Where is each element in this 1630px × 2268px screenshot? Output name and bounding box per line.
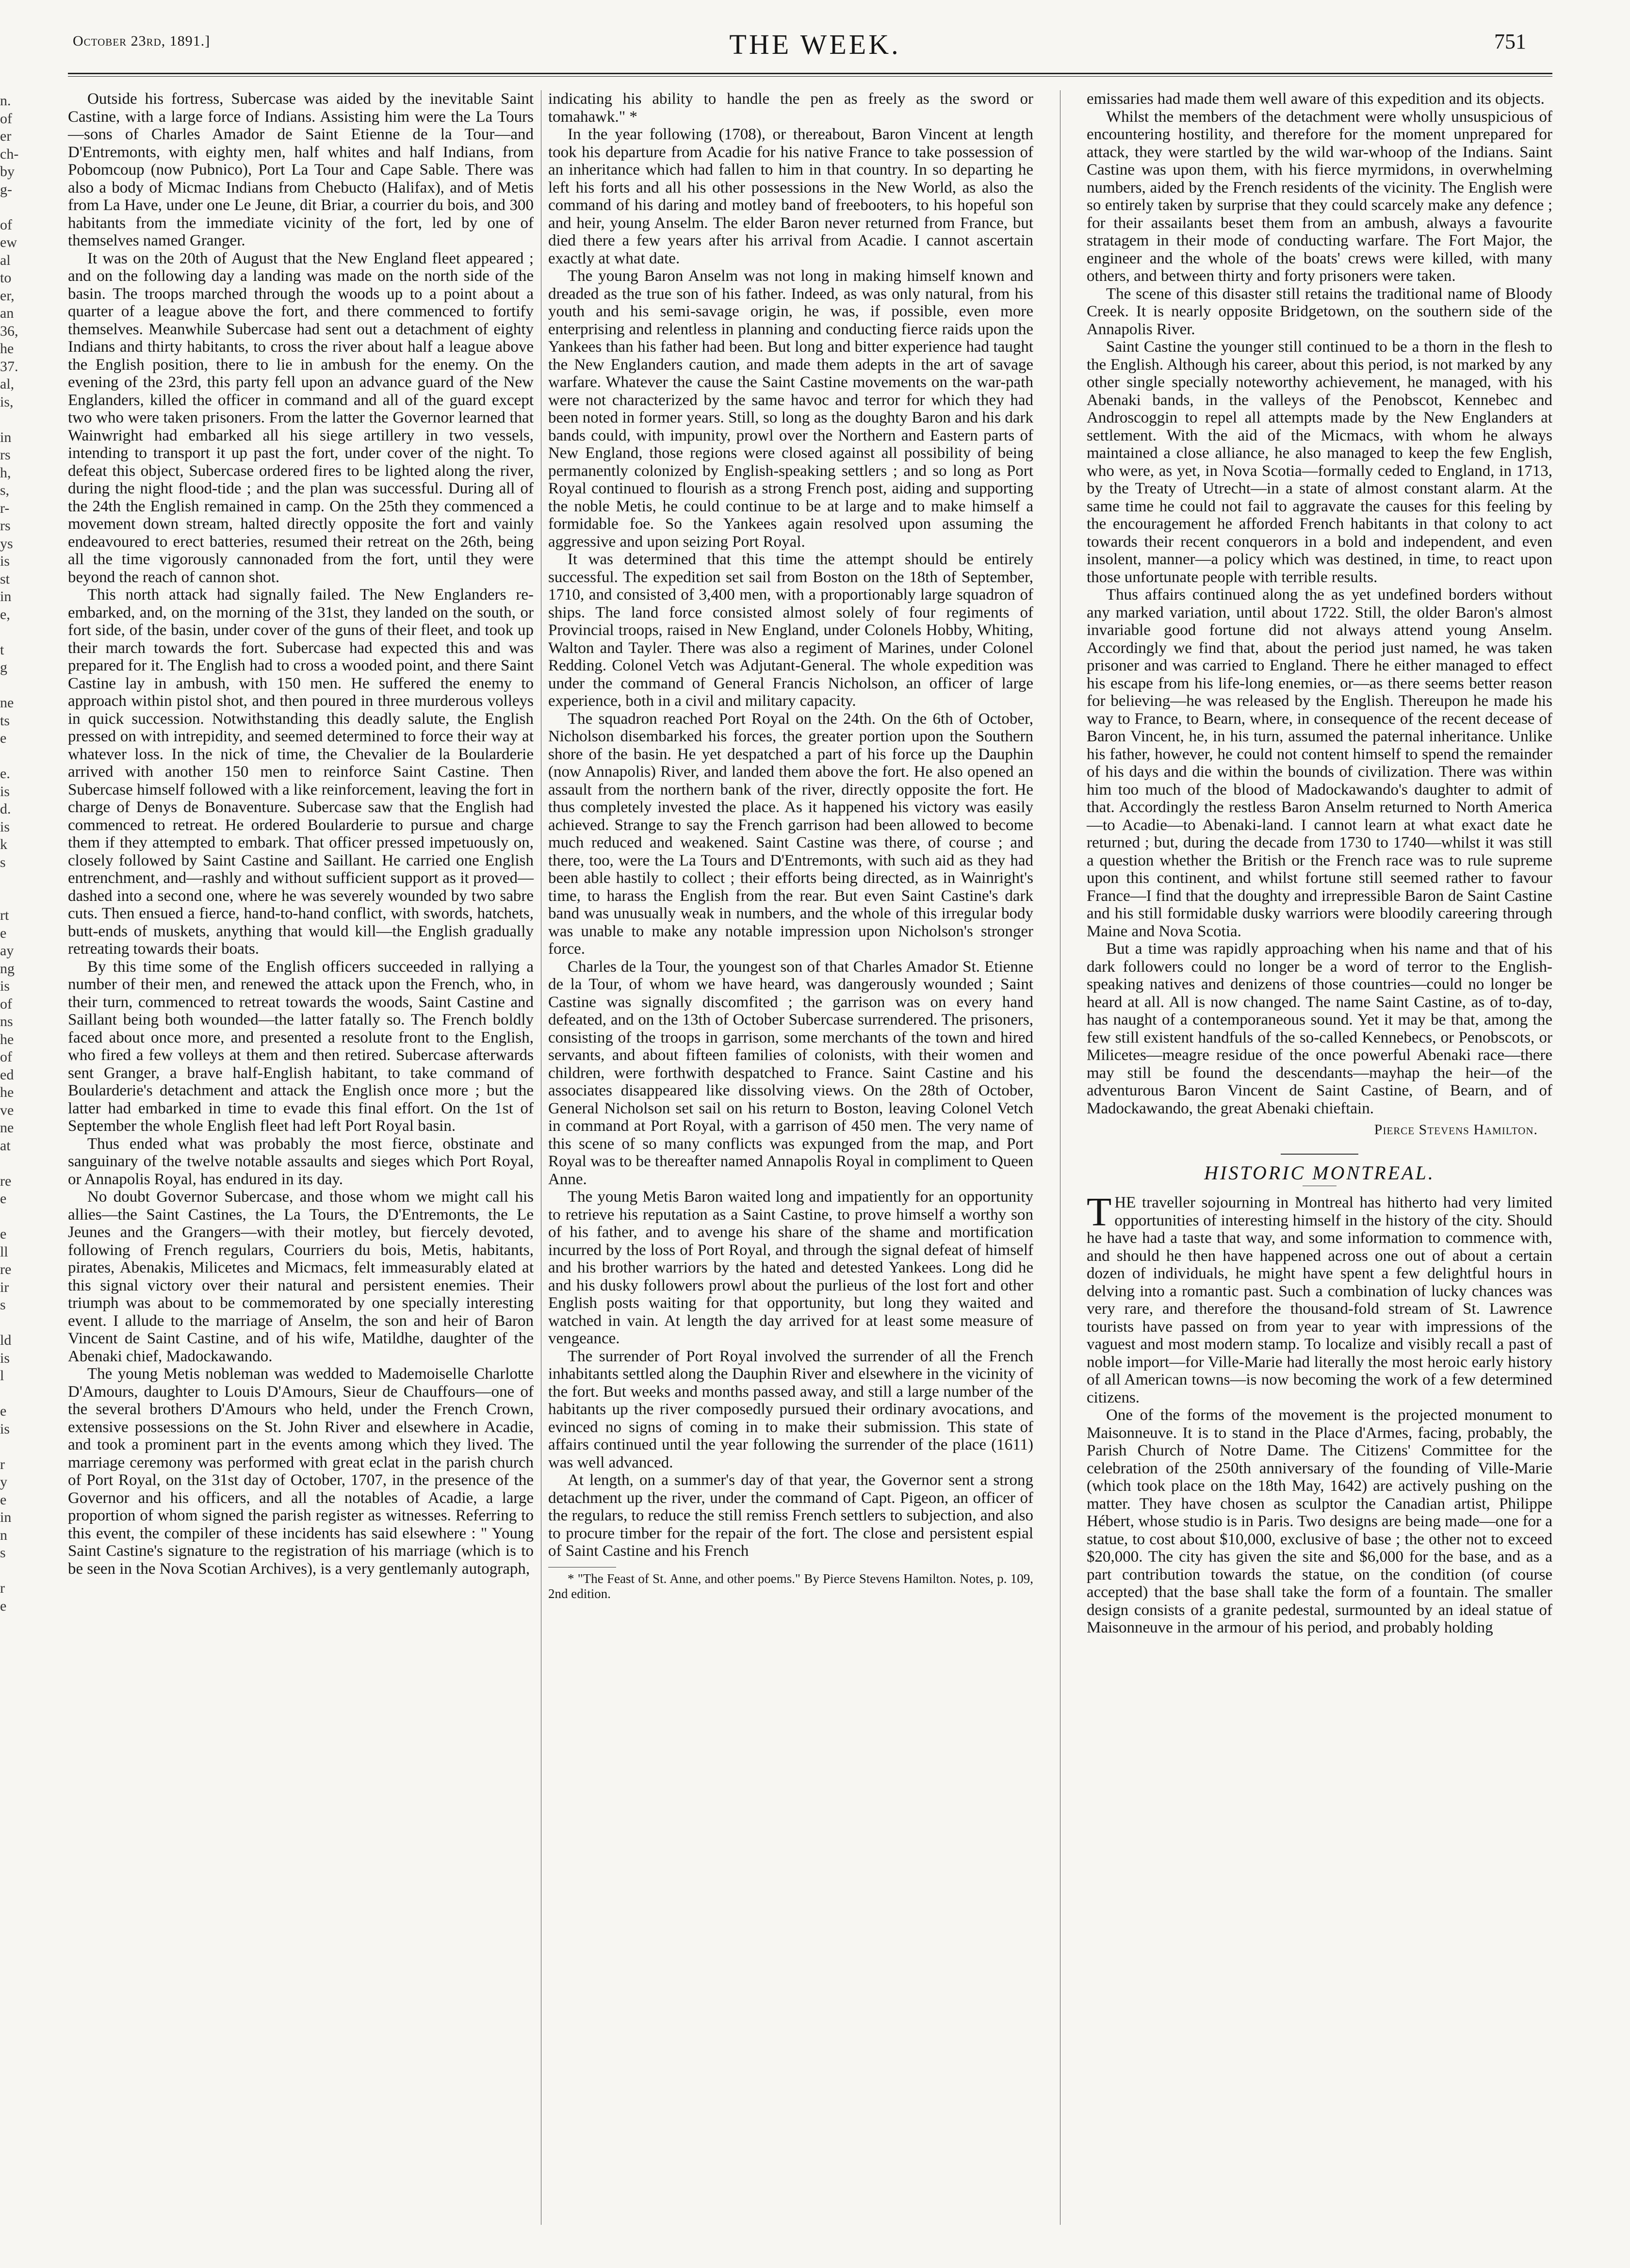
edge-fragment: r- <box>0 500 10 516</box>
paragraph: The squadron reached Port Royal on the 24th. On the 6th of October, Nicholson disembarked his forces, the greater portion upon the Southern shore of the basin. He yet despatched a part of his force up the Dauphin (now Annapolis) River, and landed them above the fort. He also opened an assault from the northern bank of the river, directly opposite the fort. He thus completely invested the place. As it happened his victory was easily achieved. Strange to say the French garrison had been allowed to become much reduced and weakened. Saint Castine was there, of course ; and there, too, were the La Tours and D'Entremonts, with such aid as they had been able hastily to collect ; their efforts being directed, as in Wainright's time, to harass the English from the rear. But even Saint Castine's dark band was unusually weak in numbers, and the whole of this irregular body was unable to make any notable impression upon Nicholson's stronger force. <box>548 710 1033 958</box>
paragraph: It was on the 20th of August that the New England fleet appeared ; and on the following day a landing was made on the north side of the basin. The troops marched through the woods up to a point about a quarter of a league above the fort, and there commenced to fortify themselves. Meanwhile Subercase had sent out a detachment of eighty Indians and thirty habitants, to cross the river about half a league above the English position, there to lie in ambush for the enemy. On the evening of the 23rd, this party fell upon an advance guard of the New Englanders, killed the officer in command and all of the guard except two who were taken prisoners. From the latter the Governor learned that Wainwright had embarked all his siege artillery in two vessels, intending to transport it up past the fort, under cover of the night. To defeat this object, Subercase ordered fires to be lighted along the river, during the night flood-tide ; and the plan was successful. During all of the 24th the English remained in camp. On the 25th they commenced a movement down stream, halted directly opposite the fort and vainly endeavoured to erect batteries, resumed their retreat on the 26th, being all the time vigorously cannonaded from the fort, until they were beyond the reach of cannon shot. <box>68 249 534 586</box>
edge-fragment: ch- <box>0 146 19 162</box>
edge-fragment: in <box>0 588 12 604</box>
edge-fragment: he <box>0 1031 14 1047</box>
edge-fragment: re <box>0 1173 12 1189</box>
edge-fragment: ns <box>0 1013 13 1029</box>
edge-fragment: of <box>0 1049 12 1065</box>
edge-fragment <box>0 1562 15 1580</box>
edge-fragment: d. <box>0 801 11 817</box>
edge-fragment: s <box>0 854 6 870</box>
edge-fragment: is, <box>0 393 14 410</box>
edge-fragment: ld <box>0 1332 12 1348</box>
edge-fragment <box>0 748 15 766</box>
edge-fragment: e. <box>0 766 10 782</box>
edge-fragment: ts <box>0 712 10 729</box>
historic-montreal-article <box>1087 1190 1552 1637</box>
edge-fragment: of <box>0 216 12 233</box>
edge-fragment: ys <box>0 535 13 552</box>
column-right <box>1087 90 1552 1637</box>
edge-fragment: in <box>0 1509 12 1525</box>
column-left <box>68 90 534 1578</box>
edge-fragment: rs <box>0 518 11 534</box>
edge-fragment: r <box>0 1580 5 1596</box>
column-middle <box>548 90 1033 1601</box>
edge-fragment: s, <box>0 482 10 498</box>
paragraph: The surrender of Port Royal involved the surrender of all the French inhabitants settled along the Dauphin River and elsewhere in the vicinity of the fort. But weeks and months passed away, and still a large number of the habitants up the river composedly pursued their ordinary avocations, and evinced no signs of coming in to make their submission. This state of affairs continued until the year following the surrender of the place (1611) was well advanced. <box>548 1347 1033 1471</box>
edge-fragment: of <box>0 110 12 127</box>
edge-fragment: n. <box>0 93 11 109</box>
edge-fragment: is <box>0 978 10 994</box>
paragraph: emissaries had made them well aware of this expedition and its objects. <box>1087 90 1545 108</box>
edge-fragment: k <box>0 836 7 852</box>
edge-fragment: e <box>0 1598 7 1614</box>
column-middle-body <box>548 90 1033 1560</box>
edge-fragment: rt <box>0 907 9 923</box>
edge-fragment: is <box>0 1350 10 1366</box>
paragraph: In the year following (1708), or thereabout, Baron Vincent at length took his departure from Acadie for his native France to take possession of an inheritance which had fallen to him in that country. In so departing he left his forts and all his other possessions in the New World, as also the command of his daring and motley band of freebooters, to his hopeful son and heir, young Anselm. The elder Baron never returned from France, but died there a few years after his arrival from Acadie. I cannot ascertain exactly at what date. <box>548 126 1033 267</box>
edge-fragment: ne <box>0 1120 14 1136</box>
edge-fragment: is <box>0 818 10 835</box>
edge-fragment: e <box>0 1403 7 1419</box>
edge-fragment: er, <box>0 287 15 304</box>
paragraph: It was determined that this time the attempt should be entirely successful. The expedition set sail from Boston on the 18th of September, 1710, and consisted of 3,400 men, with a proportionably large squadron of ships. The land force consisted almost solely of four regiments of Provincial troops, raised in New England, under Colonels Hobby, Whiting, Walton and Tayler. There was also a regiment of Marines, under Colonel Redding. Colonel Vetch was Adjutant-General. The whole expedition was under the command of General Francis Nicholson, an officer of large experience, both in a civil and military capacity. <box>548 551 1033 710</box>
edge-fragment: at <box>0 1137 11 1154</box>
header-rule-thin <box>68 76 1552 77</box>
section-title: HISTORIC MONTREAL. <box>1204 1161 1435 1184</box>
edge-fragment: by <box>0 163 15 179</box>
edge-fragment: ed <box>0 1066 14 1083</box>
paragraph: Thus ended what was probably the most fierce, obstinate and sanguinary of the twelve notable assaults and sieges which Port Royal, or Annapolis Royal, has endured in its day. <box>68 1135 534 1188</box>
edge-fragment <box>0 1314 15 1332</box>
edge-fragment: s <box>0 1545 6 1561</box>
paragraph: By this time some of the English officers succeeded in rallying a number of their men, and renewed the attack upon the French, who, in their turn, commenced to retreat towards the woods, Saint Castine and Saillant being both wounded—the latter fatally so. The French boldly faced about once more, and presented a resolute front to the English, who fired a few volleys at them and then retired. Subercase afterwards sent Granger, a brave half-English habitant, to take command of Boularderie's detachment and attack the English once more ; but the latter had embarked in time to evade this final effort. On the 1st of September the whole English fleet had left Port Royal basin. <box>68 958 534 1135</box>
edge-fragment: al <box>0 252 11 268</box>
edge-fragment: to <box>0 270 12 286</box>
edge-fragment: g <box>0 659 7 675</box>
column-right-body <box>1087 90 1552 1117</box>
edge-fragment: ng <box>0 960 15 977</box>
masthead-title: THE WEEK. <box>729 29 901 60</box>
edge-fragment: e <box>0 1491 7 1508</box>
previous-page-edge <box>0 92 19 1615</box>
edge-fragment <box>0 198 15 216</box>
edge-fragment: of <box>0 995 12 1012</box>
edge-fragment: 37. <box>0 358 18 375</box>
edge-fragment: ew <box>0 234 17 250</box>
edge-fragment <box>0 1438 15 1456</box>
edge-fragment: ne <box>0 695 14 711</box>
edge-fragment: re <box>0 1261 12 1277</box>
paragraph: Saint Castine the younger still continued to be a thorn in the flesh to the English. Although his career, about this period, is not marked by any other single specially noteworthy achievement, he managed, with his Abenaki bands, in the valleys of the Penobscot, Kennebec and Androscoggin to repel all attempts made by the New Englanders at settlement. With the aid of the Micmacs, with whom he always maintained a close alliance, he also managed to keep the few English, who were, as yet, in Nova Scotia—formally ceded to England, in 1713, by the Treaty of Utrecht—in a state of almost constant alarm. At the same time he could not fail to aggravate the causes for this feeling by the encouragement he afforded French habitants in that colony to act towards their recent conquerors in a bold and independent, and even insolent, manner—a policy which was destined, in time, to react upon those unfortunate people with terrible results. <box>1087 338 1552 586</box>
edge-fragment: s <box>0 1297 6 1313</box>
edge-fragment: al, <box>0 376 15 392</box>
edge-fragment: ve <box>0 1102 14 1118</box>
paragraph: The young Metis nobleman was wedded to Mademoiselle Charlotte D'Amours, daughter to Louis D'Amours, Sieur de Chauffours—one of the several brothers D'Amours who held, under the French Crown, extensive possessions on the St. John River and elsewhere in Acadie, and took a prominent part in the events among which they lived. The marriage ceremony was performed with great eclat in the parish church of Port Royal, on the 31st day of October, 1707, in the presence of the Governor and his officers, and all the notables of Acadie, a large proportion of whom signed the parish register as witnesses. Referring to this event, the compiler of these incidents has said elsewhere : " Young Saint Castine's signature to the registration of his marriage (which is to be seen in the Nova Scotian Archives), is a very gentlemanly autograph, <box>68 1365 534 1578</box>
edge-fragment: h, <box>0 464 11 481</box>
edge-fragment: e <box>0 730 7 746</box>
edge-fragment: 36, <box>0 323 18 339</box>
edge-fragment: e <box>0 925 7 941</box>
edge-fragment <box>0 1208 15 1226</box>
paragraph: This north attack had signally failed. The New Englanders re-embarked, and, on the morning of the 31st, they landed on the south, or fort side, of the basin, under cover of the guns of their fleet, and took up their march towards the fort. Subercase had expected this and was prepared for it. The English had to cross a wooded point, and there Saint Castine lay in ambush, with 150 men. He suffered the enemy to approach within pistol shot, and then poured in three murderous volleys in quick succession. Notwithstanding this deadly salute, the English pressed on with intrepidity, and seemed determined to force their way at whatever loss. In the nick of time, the Chevalier de la Boularderie arrived with another 150 men to reinforce Saint Castine. Then Subercase himself followed with a like reinforcement, leaving the fort in charge of Denys de Bonaventure. Subercase saw that the English had commenced to retreat. He ordered Boularderie to pursue and charge them if they attempted to embark. That officer pressed impetuously on, closely followed by Saint Castine and Saillant. He carried one English entrenchment, and—rashly and without sufficient support as it proved—dashed into a second one, where he was severely wounded by two sabre cuts. Then ensued a fierce, hand-to-hand conflict, with swords, hatchets, butt-ends of muskets, anything that would kill—the English gradually retreating towards their boats. <box>68 586 534 958</box>
edge-fragment: l <box>0 1368 4 1384</box>
paragraph: Outside his fortress, Subercase was aided by the inevitable Saint Castine, with a large force of Indians. Assisting him were the La Tours—sons of Charles Amador de Saint Etienne de la Tour—and D'Entremonts, with eighty men, half whites and half Indians, from Pobomcoup (now Pubnico), Port La Tour and Cape Sable. There was also a body of Micmac Indians from Chebucto (Halifax), and of Metis from La Have, under one Le Jeune, dit Briar, a courrier du bois, and 300 habitants from the immediate vicinity of the fort, led by one of themselves named Granger. <box>68 90 534 249</box>
edge-fragment: e <box>0 1191 7 1207</box>
edge-fragment: is <box>0 783 10 800</box>
edge-fragment: rs <box>0 447 11 463</box>
paragraph: Thus affairs continued along the as yet undefined borders without any marked variation, until about 1722. Still, the older Baron's almost invariable good fortune did not always attend young Anselm. Accordingly we find that, about the period just named, he was taken prisoner and was carried to England. There he either managed to effect his escape from his life-long enemies, or—as there seems better reason for believing—he was released by the English. Thereupon he made his way to France, to Bearn, where, in consequence of the recent decease of Baron Vincent, he, in his turn, assumed the paternal inheritance. Unlike his father, however, he could not content himself to spend the remainder of his days and die within the bounds of civilization. There was within him too much of the blood of Madockawando's daughter to admit of that. Accordingly the restless Baron Anselm returned to North America—to Acadie—to Abenaki-land. I cannot learn at what exact date he returned ; but, during the decade from 1730 to 1740—whilst it was still a question whether the British or the French race was to rule supreme upon this continent, and whilst fortune still seemed rather to favour France—I find that the doughty and irrepressible Baron de Saint Castine and his still formidable dusky warriors were bloodily careering through Maine and Nova Scotia. <box>1087 586 1552 940</box>
edge-fragment <box>0 411 15 429</box>
edge-fragment: ll <box>0 1243 8 1260</box>
paragraph: Charles de la Tour, the youngest son of that Charles Amador St. Etienne de la Tour, of whom we have heard, was dangerously wounded ; Saint Castine was signally discomfited ; the garrison was on every hand defeated, and on the 13th of October Subercase surrendered. The prisoners, consisting of the troops in garrison, some merchants of the town and hired servants, and about fifteen families of colonists, with their women and children, were forthwith despatched to France. Saint Castine and his associates disappeared like dissolving views. On the 28th of October, General Nicholson set sail on his return to Boston, leaving Colonel Vetch in command at Port Royal, with a garrison of 450 men. The very name of this scene of so many conflicts was expunged from the map, and Port Royal was to be thereafter named Annapolis Royal in compliment to Queen Anne. <box>548 958 1033 1188</box>
edge-fragment: is <box>0 553 10 569</box>
edge-fragment: ir <box>0 1279 9 1295</box>
footnote: * "The Feast of St. Anne, and other poems." By Pierce Stevens Hamilton. Notes, p. 109, 2nd edition. <box>548 1571 1033 1601</box>
paragraph: At length, on a summer's day of that year, the Governor sent a strong detachment up the river, under the command of Capt. Pigeon, an officer of the regulars, to reduce the still remiss French settlers to subjection, and also to procure timber for the repair of the fort. The close and persistent espial of Saint Castine and his French <box>548 1471 1033 1560</box>
edge-fragment: ay <box>0 943 14 959</box>
paragraph: indicating his ability to handle the pen as freely as the sword or tomahawk." * <box>548 90 1033 126</box>
edge-fragment: g- <box>0 181 12 197</box>
edge-fragment: he <box>0 1084 14 1100</box>
paragraph: But a time was rapidly approaching when his name and that of his dark followers could no longer be a word of terror to the English-speaking natives and denizens of those countries—could no longer be heard at all. All is now changed. The name Saint Castine, as of to-day, has naught of a contemporaneous sound. Yet it may be that, among the few still existent handfuls of the so-called Kennebecs, or Penobscots, or Milicetes—meagre residue of the once powerful Abenaki race—there may still be found the descendants—mayhap the heir—of the adventurous Baron Vincent de Saint Castine, of Bearn, and of Madockawando, the great Abenaki chieftain. <box>1087 940 1552 1117</box>
edge-fragment: st <box>0 571 10 587</box>
paragraph: The young Metis Baron waited long and impatiently for an opportunity to retrieve his reputation as a Saint Castine, to prove himself a worthy son of his father, and to avenge his share of the shame and mortification incurred by the loss of Port Royal, and through the signal defeat of himself and his brother warriors by the hated and detested Yankees. Long did he and his dusky followers prowl about the purlieus of the lost fort and other English posts waiting for that opportunity, but long they waited and watched in vain. At length the day arrived for at least some measure of vengeance. <box>548 1188 1033 1347</box>
edge-fragment: y <box>0 1474 7 1490</box>
edge-fragment: he <box>0 341 14 357</box>
edge-fragment: r <box>0 1456 5 1472</box>
paragraph: One of the forms of the movement is the projected monument to Maisonneuve. It is to stand in the Place d'Armes, facing, probably, the Parish Church of Notre Dame. The Citizens' Committee for the celebration of the 250th anniversary of the founding of Ville-Marie (which took place on the 18th May, 1642) are actively pushing on the matter. They have chosen as sculptor the Canadian artist, Philippe Hébert, whose studio is in Paris. Two designs are being made—one for a statue, to cost about $10,000, exclusive of base ; the other not to exceed $20,000. The city has given the site and $6,000 for the base, and as a part contribution towards the statue, on the condition (of course accepted) that the base shall take the form of a fountain. The smaller design consists of a granite pedestal, surmounted by an ideal statue of Maisonneuve in the armour of his period, and probably holding <box>1087 1406 1552 1636</box>
edge-fragment: t <box>0 641 4 658</box>
author-signature: Pierce Stevens Hamilton. <box>1374 1122 1538 1138</box>
edge-fragment <box>0 871 15 889</box>
edge-fragment <box>0 623 15 641</box>
paragraph: The young Baron Anselm was not long in making himself known and dreaded as the true son of his father. Indeed, as was only natural, from his youth and his semi-savage origin, he was, if possible, even more enterprising and relentless in planning and conducting fierce raids upon the Yankees than his father had been. But long and bitter experience had taught the New Englanders caution, and made them adepts in the art of savage warfare. Whatever the cause the Saint Castine movements on the war-path were not characterized by the same havoc and terror for which they had been noted in former years. Still, so long as the doughty Baron and his dark bands could, with impunity, prowl over the Northern and Eastern parts of New England, those regions were closed against all possibility of being permanently colonized by English-speaking settlers ; and so long as Port Royal continued to flourish as a strong French post, aiding and supporting the noble Metis, he could continue to be at large and to make himself a formidable foe. So the Yankees again resolved upon assuming the aggressive and upon seizing Port Royal. <box>548 267 1033 551</box>
edge-fragment: an <box>0 305 14 321</box>
edge-fragment: is <box>0 1420 10 1437</box>
paragraph: Whilst the members of the detachment were wholly unsuspicious of encountering hostility, and therefore for the moment unprepared for attack, they were startled by the wild war-whoop of the Indians. Saint Castine was upon them, with his fierce myrmidons, in overwhelming numbers, aided by the French residents of the vicinity. The English were so entirely taken by surprise that they could scarcely make any defence ; for their assailants beset them from an ambush, always a favourite stratagem in their mode of conducting warfare. The Fort Major, the engineer and the whole of the boats' crews were killed, with many others, and between thirty and forty prisoners were taken. <box>1087 108 1552 285</box>
section-separator <box>1281 1154 1358 1155</box>
page-number: 751 <box>1494 30 1526 53</box>
paragraph: THE traveller sojourning in Montreal has hitherto had very limited opportunities of interesting himself in the history of the city. Should he have had a taste that way, and some information to commence with, and should he then have happened across one out of about a certain dozen of individuals, he might have spent a few delightful hours in delving into a romantic past. Such a combination of lucky chances was very rare, and therefore the thousand-fold stream of St. Lawrence tourists have passed on from year to year with impressions of the vaguest and most modern stamp. To localize and visibly recall a past of noble import—for Ville-Marie had literally the most heroic early history of all American towns—is now becoming the work of a few determined citizens. <box>1087 1190 1552 1406</box>
edge-fragment <box>0 1385 15 1403</box>
issue-date: October 23rd, 1891.] <box>73 33 211 49</box>
edge-fragment: in <box>0 429 12 445</box>
edge-fragment <box>0 889 15 907</box>
drop-cap: T <box>1087 1190 1112 1235</box>
edge-fragment <box>0 1155 15 1173</box>
edge-fragment: e <box>0 1226 7 1242</box>
edge-fragment <box>0 677 15 695</box>
header-rule <box>68 73 1552 74</box>
paragraph: The scene of this disaster still retains the traditional name of Bloody Creek. It is nearly opposite Bridgetown, on the southern side of the Annapolis River. <box>1087 285 1552 338</box>
edge-fragment: n <box>0 1527 7 1543</box>
edge-fragment: er <box>0 128 12 144</box>
edge-fragment: e, <box>0 606 10 622</box>
paragraph: No doubt Governor Subercase, and those whom we might call his allies—the Saint Castines, the La Tours, the D'Entremonts, the Le Jeunes and the Grangers—with their motley, but fiercely devoted, following of French regulars, Courriers du bois, Metis, habitants, pirates, Abenakis, Milicetes and Micmacs, felt immeasurably elated at this signal victory over their natural and persistent enemies. Their triumph was about to be commemorated by one specially interesting event. I allude to the marriage of Anselm, the son and heir of Baron Vincent de Saint Castine, and of his wife, Matildhe, daughter of the Abenaki chief, Madockawando. <box>68 1188 534 1365</box>
